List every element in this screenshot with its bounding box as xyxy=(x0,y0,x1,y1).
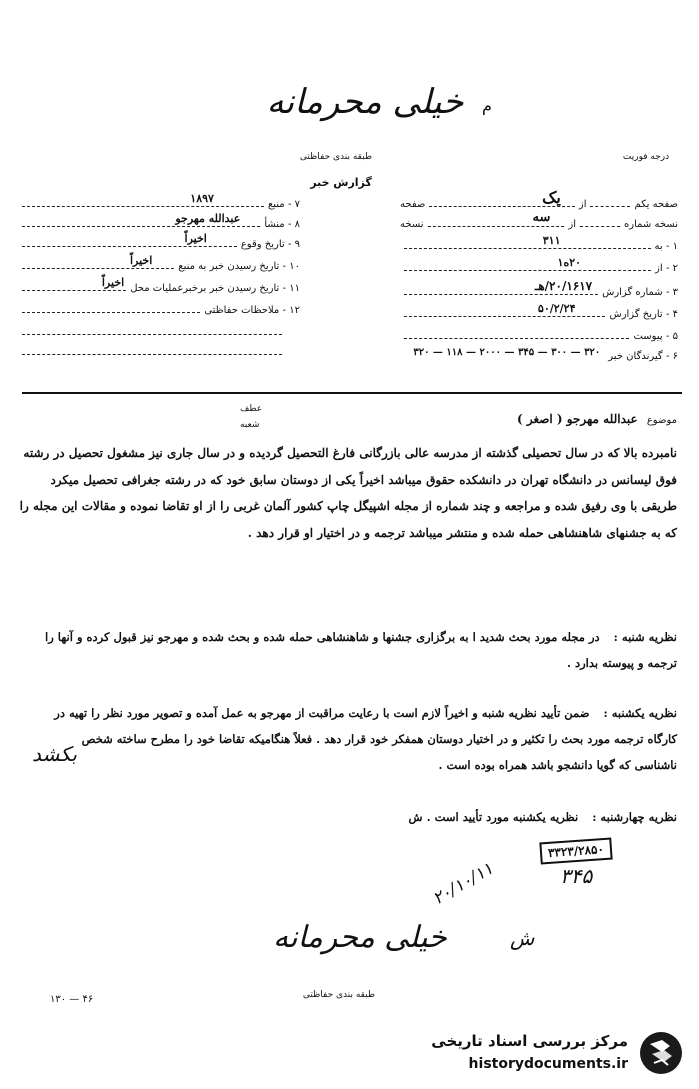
field-label: ۴ - تاریخ گزارش xyxy=(609,309,678,320)
field-label: ۵ - پیوست xyxy=(633,331,678,342)
field-label: ۲ - از xyxy=(655,263,678,274)
watermark-url: historydocuments.ir xyxy=(468,1056,628,1072)
field-origin xyxy=(18,214,300,230)
field-mid: از xyxy=(568,219,577,230)
field-report-date xyxy=(400,304,678,320)
top-classification-prefix: م xyxy=(482,96,492,115)
note-saturday xyxy=(17,624,677,676)
watermark-logo xyxy=(412,1026,688,1084)
field-label: نسخه شماره xyxy=(624,219,678,230)
field-copy-number xyxy=(400,210,678,230)
field-value: ۵۰/۲/۲۴ xyxy=(537,302,576,315)
report-type: گزارش خبر xyxy=(310,176,372,189)
handwritten-date: ۲۰/۱۰/۱۱ xyxy=(429,858,497,910)
field-report-number xyxy=(400,279,678,298)
field-value: اخیراً xyxy=(184,232,207,245)
field-page xyxy=(400,188,678,210)
field-value: ۳۲۰ — ۳۰۰ — ۳۴۵ — ۲۰۰۰ — ۱۱۸ — ۳۲۰ xyxy=(413,347,601,358)
note-wednesday-text: نظریه یکشنبه مورد تأیید است . ش xyxy=(408,810,579,824)
field-label: ۹ - تاریخ وقوع xyxy=(240,239,300,250)
field-source xyxy=(18,194,300,210)
field-value: سه xyxy=(532,210,551,225)
field-tail: صفحه xyxy=(400,199,426,210)
field-label: ۷ - منبع xyxy=(267,199,300,210)
priority-label: درجه فوریت xyxy=(622,152,670,162)
field-news-to-ops-date xyxy=(18,278,300,294)
field-label: ۱۱ - تاریخ رسیدن خبر برخبرعملیات محل xyxy=(130,283,300,294)
subject-label: موضوع xyxy=(646,415,677,426)
reference-label: عطف xyxy=(240,404,263,414)
field-label: صفحه یکم xyxy=(634,199,678,210)
form-number: ۴۶ — ۱۳۰ xyxy=(50,994,94,1005)
subject-value: عبدالله مهرجو ( اصغر ) xyxy=(516,412,638,426)
field-label: ۳ - شماره گزارش xyxy=(602,287,678,298)
bottom-classification: خیلی محرمانه xyxy=(273,920,447,955)
report-body: نامبرده بالا که در سال تحصیلی گذشته از مدرسه عالی بازرگانی فارغ التحصیل گردیده و در سال جاری نیز مشغول تحصیل در رشته فوق لیسانس در دانشگاه تهران در دانشکده حقوق میباشد اخیراً یکی از دوستان سابق خود که در رشته جغرافی تحصیل میکرد طریقی با وی رفیق شده و مراجعه و چند شماره از مجله اشپیگل چاپ کشور آلمان غربی را از او تقاضا نموده و مقالات این مجله را که به جشنهای شاهنشاهی حمله شده و منتشر میباشد ترجمه و در اختیار او قرار دهد . xyxy=(19,446,677,540)
field-to xyxy=(400,236,678,252)
field-value: اخیراً xyxy=(101,276,125,289)
field-from xyxy=(400,258,678,274)
field-news-to-source-date xyxy=(18,256,300,272)
note-sunday xyxy=(37,700,677,778)
field-value: اخیراً xyxy=(129,254,153,267)
field-label: ۸ - منشأ xyxy=(264,219,300,230)
field-occurrence-date xyxy=(18,234,300,250)
field-value: ۲۰/۱۶۱۷/هـ xyxy=(534,279,593,293)
watermark-title: مرکز بررسی اسناد تاریخی xyxy=(431,1032,628,1050)
field-label: ۶ - گیرندگان خبر xyxy=(608,351,678,362)
field-value: ۳۱۱ xyxy=(542,234,561,247)
field-security-notes xyxy=(18,300,300,316)
top-classification: خیلی محرمانه xyxy=(266,82,464,122)
field-label: ۱۲ - ملاحظات حفاظتی xyxy=(204,305,300,316)
note-saturday-label: نظریه شنبه : xyxy=(613,630,677,644)
note-sunday-label: نظریه یکشنبه : xyxy=(603,706,677,720)
security-class-label: طبقه بندی حفاظتی xyxy=(299,152,373,162)
field-value: عبدالله مهرجو xyxy=(175,212,241,225)
footer-security-class-label: طبقه بندی حفاظتی xyxy=(302,990,376,1000)
field-value: ۲۰ه۱ xyxy=(557,256,582,269)
signature: ش xyxy=(510,926,535,950)
field-value: ۱۸۹۷ xyxy=(190,192,214,205)
field-label: ۱۰ - تاریخ رسیدن خبر به منبع xyxy=(178,261,300,272)
field-recipients xyxy=(400,346,678,362)
field-attachment xyxy=(400,326,678,342)
field-value: یک xyxy=(542,188,561,207)
note-sunday-text: ضمن تأیید نظریه شنبه و اخیراً لازم است با رعایت مراقبت از مهرجو به عمل آمده و تصویر مورد نظر را تهیه در کارگاه ترجمه مورد بحث را تکثیر و در اختیار دوستان همفکر خود قرار دهد . فعلاً هنگامیکه تقاضا خود را مطرح ساخته شخص ناشناسی که گویا دانشجو باشد همراه بوده است . xyxy=(54,706,677,772)
field-mid: از xyxy=(578,199,587,210)
note-wednesday-label: نظریه چهارشنبه : xyxy=(592,810,677,824)
branch-label: شعبه xyxy=(240,420,260,430)
section-divider xyxy=(22,392,682,394)
margin-handwriting: بکشد xyxy=(32,742,77,766)
handwritten-number: ۳۴۵ xyxy=(560,864,593,888)
subject-row xyxy=(417,412,677,426)
note-saturday-text: در مجله مورد بحث شدید ا به برگزاری جشنها و شاهنشاهی حمله شده و بحث شده و مهرجو نیز قبول کرده و آنها را ترجمه و پیوسته بدارد . xyxy=(45,630,677,670)
field-tail: نسخه xyxy=(400,219,424,230)
registry-stamp: ۳۳۲۳/۲۸۵۰ xyxy=(539,838,612,865)
field-label: ۱ - به xyxy=(654,241,678,252)
note-wednesday xyxy=(17,804,677,830)
archive-logo-icon xyxy=(640,1032,682,1074)
